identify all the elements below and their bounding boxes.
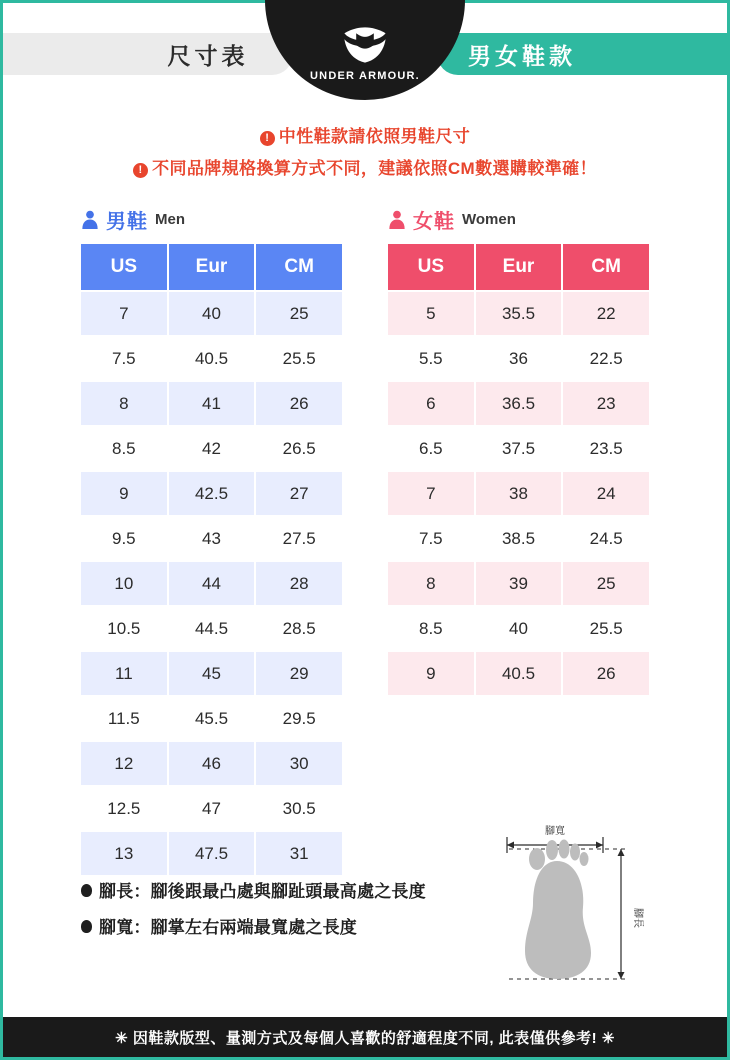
- men-title-en: Men: [155, 211, 185, 228]
- under-armour-logo-icon: [328, 23, 402, 67]
- cell-eur: 45.5: [168, 696, 256, 741]
- male-person-icon: [81, 210, 99, 230]
- width-label: 腳寬: [545, 826, 565, 837]
- cell-eur: 40: [168, 291, 256, 336]
- cell-eur: 35.5: [475, 291, 563, 336]
- cell-us: 11: [80, 651, 168, 696]
- table-row: [387, 426, 650, 471]
- note-text-1: 中性鞋款請依照男鞋尺寸: [278, 127, 471, 146]
- men-size-table: [79, 242, 344, 877]
- cell-eur: 36: [475, 336, 563, 381]
- cell-us: 11.5: [80, 696, 168, 741]
- size-tables: [3, 205, 727, 877]
- footer-text: ✳ 因鞋款版型、量測方式及每個人喜歡的舒適程度不同, 此表僅供參考! ✳: [115, 1029, 615, 1047]
- cell-eur: 42: [168, 426, 256, 471]
- cell-cm: 23: [562, 381, 650, 426]
- cell-cm: 30.5: [255, 786, 343, 831]
- cell-cm: 25.5: [255, 336, 343, 381]
- cell-eur: 42.5: [168, 471, 256, 516]
- cell-us: 5: [387, 291, 475, 336]
- cell-us: 5.5: [387, 336, 475, 381]
- men-col-eur: Eur: [168, 243, 256, 291]
- cell-us: 13: [80, 831, 168, 876]
- cell-eur: 40: [475, 606, 563, 651]
- women-size-section: [386, 205, 651, 877]
- exclamation-icon: !: [260, 131, 275, 146]
- cell-cm: 26.5: [255, 426, 343, 471]
- bullet-icon: [81, 884, 92, 897]
- cell-eur: 39: [475, 561, 563, 606]
- cell-cm: 31: [255, 831, 343, 876]
- cell-us: 8.5: [387, 606, 475, 651]
- legend-line-width: [81, 913, 501, 938]
- cell-us: 12.5: [80, 786, 168, 831]
- table-row: [80, 606, 343, 651]
- measurement-legend: [81, 866, 501, 949]
- men-title: [79, 205, 344, 234]
- table-row: [387, 516, 650, 561]
- women-size-table: [386, 242, 651, 697]
- cell-cm: 26: [562, 651, 650, 696]
- footer: [3, 1017, 727, 1057]
- footprint-diagram: [495, 819, 655, 989]
- cell-cm: 22.5: [562, 336, 650, 381]
- cell-cm: 30: [255, 741, 343, 786]
- cell-us: 7: [80, 291, 168, 336]
- women-title: [386, 205, 651, 234]
- table-header-row: [387, 243, 650, 291]
- table-row: [80, 696, 343, 741]
- table-row: [387, 471, 650, 516]
- cell-cm: 29: [255, 651, 343, 696]
- women-title-en: Women: [462, 211, 516, 228]
- note-text-2: 不同品牌規格換算方式不同，建議依照CM數選購較準確！: [152, 159, 597, 178]
- table-row: [387, 651, 650, 696]
- cell-us: 10.5: [80, 606, 168, 651]
- legend-text-width: 腳寬：腳掌左右兩端最寬處之長度: [99, 918, 357, 937]
- female-person-icon: [388, 210, 406, 230]
- table-row: [80, 381, 343, 426]
- brand-logo-block: [265, 0, 465, 100]
- legend-line-length: [81, 877, 501, 902]
- cell-us: 10: [80, 561, 168, 606]
- cell-eur: 43: [168, 516, 256, 561]
- tab-size-chart-label: 尺寸表: [167, 42, 249, 69]
- cell-eur: 44.5: [168, 606, 256, 651]
- cell-cm: 27: [255, 471, 343, 516]
- men-size-section: [79, 205, 344, 877]
- table-row: [80, 786, 343, 831]
- brand-name: UNDER ARMOUR.: [310, 69, 420, 82]
- table-row: [387, 291, 650, 336]
- cell-eur: 45: [168, 651, 256, 696]
- table-row: [80, 741, 343, 786]
- men-col-us: US: [80, 243, 168, 291]
- men-col-cm: CM: [255, 243, 343, 291]
- cell-eur: 40.5: [168, 336, 256, 381]
- men-title-cn: 男鞋: [106, 211, 148, 233]
- cell-cm: 23.5: [562, 426, 650, 471]
- cell-cm: 24: [562, 471, 650, 516]
- tab-shoe-gender-label: 男女鞋款: [468, 42, 576, 69]
- cell-cm: 27.5: [255, 516, 343, 561]
- cell-us: 6: [387, 381, 475, 426]
- table-row: [80, 561, 343, 606]
- cell-cm: 28: [255, 561, 343, 606]
- women-title-cn: 女鞋: [413, 211, 455, 233]
- table-row: [80, 426, 343, 471]
- table-row: [80, 291, 343, 336]
- cell-eur: 41: [168, 381, 256, 426]
- note-line-1: [3, 122, 727, 147]
- cell-eur: 47: [168, 786, 256, 831]
- cell-cm: 25: [255, 291, 343, 336]
- cell-us: 7.5: [387, 516, 475, 561]
- cell-us: 7.5: [80, 336, 168, 381]
- table-row: [387, 381, 650, 426]
- cell-cm: 28.5: [255, 606, 343, 651]
- cell-us: 12: [80, 741, 168, 786]
- table-row: [387, 606, 650, 651]
- cell-eur: 38.5: [475, 516, 563, 561]
- bullet-icon: [81, 920, 92, 933]
- legend-text-length: 腳長：腳後跟最凸處與腳趾頭最高處之長度: [99, 882, 426, 901]
- tab-shoe-gender[interactable]: [437, 33, 727, 75]
- women-col-cm: CM: [562, 243, 650, 291]
- table-row: [387, 336, 650, 381]
- note-line-2: [3, 154, 727, 179]
- cell-eur: 47.5: [168, 831, 256, 876]
- exclamation-icon: !: [133, 163, 148, 178]
- header: [3, 3, 727, 98]
- cell-us: 9: [80, 471, 168, 516]
- cell-eur: 36.5: [475, 381, 563, 426]
- cell-eur: 40.5: [475, 651, 563, 696]
- women-col-us: US: [387, 243, 475, 291]
- tab-size-chart[interactable]: [3, 33, 293, 75]
- cell-cm: 22: [562, 291, 650, 336]
- table-row: [80, 471, 343, 516]
- cell-us: 8: [80, 381, 168, 426]
- women-col-eur: Eur: [475, 243, 563, 291]
- cell-cm: 25: [562, 561, 650, 606]
- table-row: [387, 561, 650, 606]
- table-row: [80, 651, 343, 696]
- table-row: [80, 336, 343, 381]
- cell-us: 6.5: [387, 426, 475, 471]
- cell-cm: 29.5: [255, 696, 343, 741]
- cell-cm: 24.5: [562, 516, 650, 561]
- cell-eur: 44: [168, 561, 256, 606]
- cell-us: 9: [387, 651, 475, 696]
- cell-eur: 38: [475, 471, 563, 516]
- cell-us: 7: [387, 471, 475, 516]
- table-row: [80, 516, 343, 561]
- cell-eur: 46: [168, 741, 256, 786]
- cell-cm: 26: [255, 381, 343, 426]
- length-label: 腳長: [632, 908, 643, 928]
- cell-us: 8.5: [80, 426, 168, 471]
- cell-cm: 25.5: [562, 606, 650, 651]
- table-header-row: [80, 243, 343, 291]
- cell-eur: 37.5: [475, 426, 563, 471]
- cell-us: 9.5: [80, 516, 168, 561]
- notes: [3, 122, 727, 179]
- cell-us: 8: [387, 561, 475, 606]
